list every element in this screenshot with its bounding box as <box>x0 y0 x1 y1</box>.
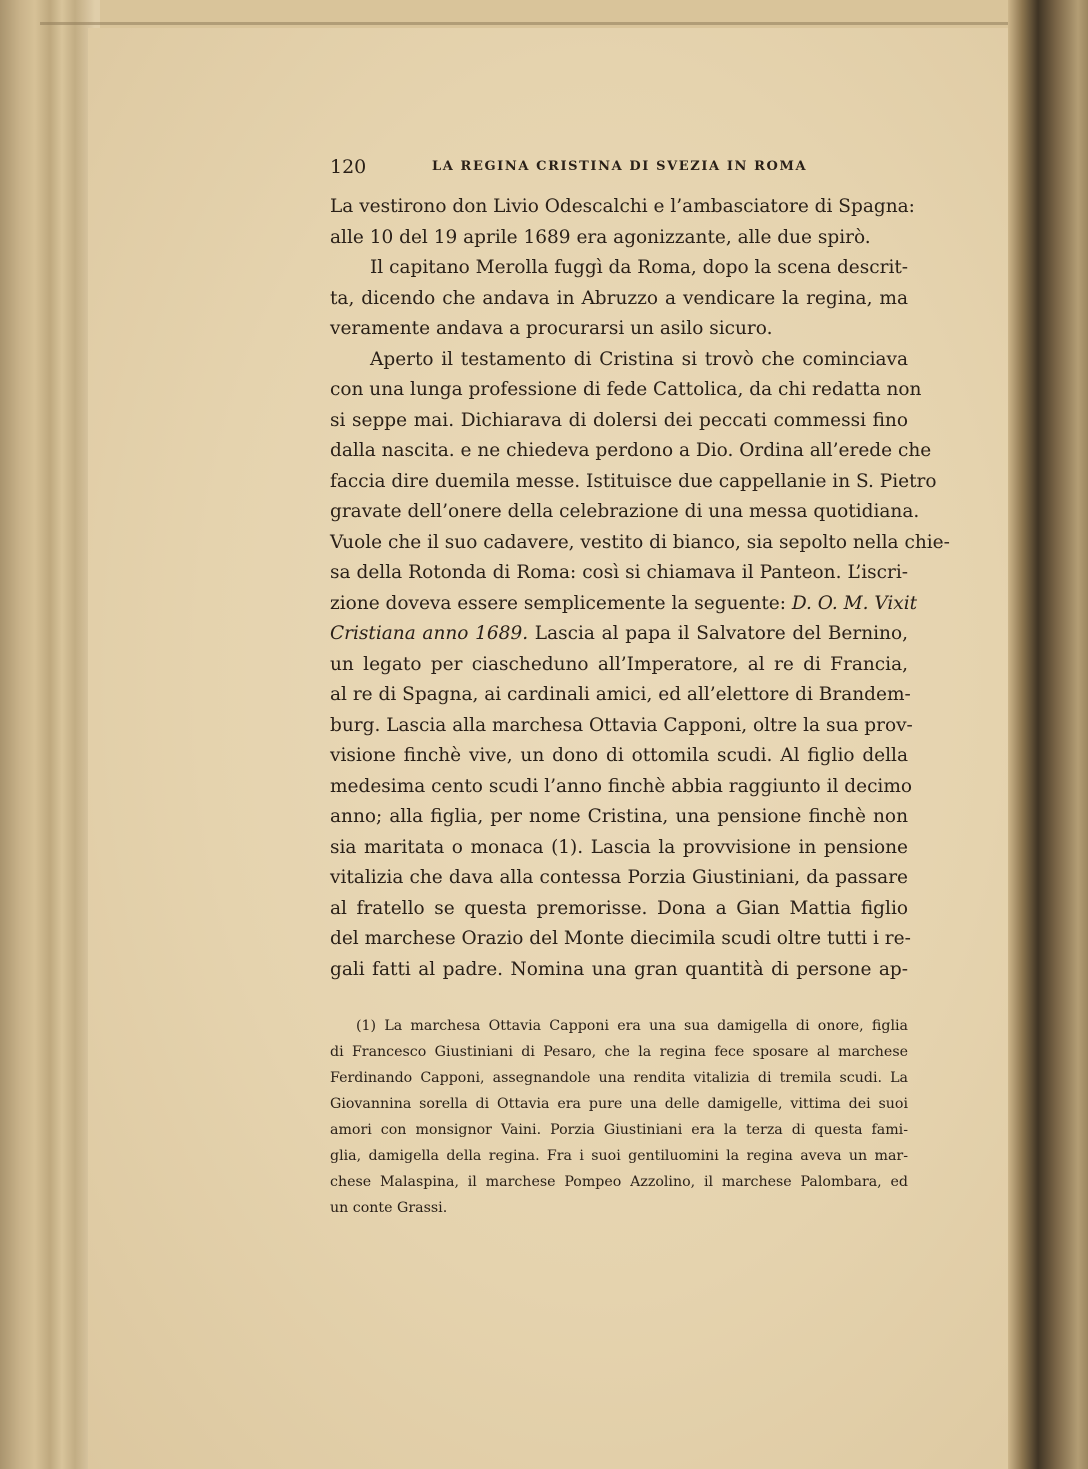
body-text <box>330 192 950 985</box>
text-segment: al re di Spagna, ai cardinali amici, ed all’elettore di Brandem- <box>330 684 911 705</box>
footnote <box>330 1013 908 1221</box>
footnote-line: di Francesco Giustiniani di Pesaro, che la regina fece sposare al marchese <box>330 1044 908 1060</box>
text-line <box>330 406 908 437</box>
text-line <box>330 955 908 986</box>
text-segment: del marchese Orazio del Monte diecimila scudi oltre tutti i re- <box>330 928 911 949</box>
text-segment: dalla nascita. e ne chiedeva perdono a Dio. Ordina all’erede che <box>330 440 932 461</box>
text-line <box>330 375 922 406</box>
text-segment: si seppe mai. Dichiarava di dolersi dei peccati commessi fino <box>330 409 908 431</box>
text-segment: zione doveva essere semplicemente la seguente: <box>330 592 792 614</box>
text-line <box>330 924 911 955</box>
text-segment: Il capitano Merolla fuggì da Roma, dopo la scena descrit- <box>370 257 909 278</box>
text-segment: veramente andava a procurarsi un asilo sicuro. <box>330 318 773 339</box>
text-segment: Vuole che il suo cadavere, vestito di bianco, sia sepolto nella chie- <box>330 531 950 553</box>
text-line <box>330 558 908 589</box>
text-line <box>330 284 908 315</box>
text-line <box>330 467 937 498</box>
text-segment: un legato per ciascheduno all’Imperatore, al re di Francia, <box>330 653 908 675</box>
text-segment: al fratello se questa premorisse. Dona a Gian Mattia figlio <box>330 897 908 919</box>
text-line <box>330 314 908 345</box>
text-segment: visione finchè vive, un dono di ottomila scudi. Al figlio della <box>330 745 908 766</box>
text-line <box>330 253 908 284</box>
footnote-line: Giovannina sorella di Ottavia era pure una delle damigelle, vittima dei suoi <box>330 1096 908 1112</box>
text-segment: burg. Lascia alla marchesa Ottavia Capponi, oltre la sua prov- <box>330 714 913 736</box>
running-title: LA REGINA CRISTINA DI SVEZIA IN ROMA <box>432 159 808 174</box>
text-line <box>330 741 908 772</box>
text-segment: Lascia al papa il Salvatore del Bernino, <box>528 623 908 644</box>
text-line <box>330 528 950 559</box>
text-line <box>330 711 913 742</box>
text-line <box>330 223 908 254</box>
binding-line <box>40 22 1020 25</box>
footnote-line: amori con monsignor Vaini. Porzia Giustiniani era la terza di questa fami- <box>330 1122 908 1138</box>
text-segment: faccia dire duemila messe. Istituisce due cappellanie in S. Pietro <box>330 470 937 492</box>
footnote-line: Ferdinando Capponi, assegnandole una rendita vitalizia di tremila scudi. La <box>330 1070 908 1086</box>
text-line <box>330 619 908 650</box>
text-line <box>330 192 915 223</box>
text-segment: sia maritata o monaca (1). Lascia la provvisione in pensione <box>330 836 908 858</box>
footnote-line: un conte Grassi. <box>330 1200 448 1216</box>
text-segment: gravate dell’onere della celebrazione di una messa quotidiana. <box>330 501 920 522</box>
text-segment: sa della Rotonda di Roma: così si chiamava il Panteon. L’iscri- <box>330 562 908 583</box>
text-line <box>330 833 908 864</box>
text-segment: alle 10 del 19 aprile 1689 era agonizzante, alle due spirò. <box>330 226 871 248</box>
text-segment: con una lunga professione di fede Cattolica, da chi redatta non <box>330 379 922 400</box>
text-line <box>330 345 908 376</box>
text-line <box>330 497 920 528</box>
italic-text: D. O. M. Vixit <box>791 592 918 614</box>
text-line <box>330 802 908 833</box>
text-segment: vitalizia che dava alla contessa Porzia Giustiniani, da passare <box>330 867 908 888</box>
text-line <box>330 589 918 620</box>
footnote-line: glia, damigella della regina. Fra i suoi gentiluomini la regina aveva un mar- <box>330 1148 908 1164</box>
footnote-line: (1) La marchesa Ottavia Capponi era una sua damigella di onore, figlia <box>356 1018 908 1034</box>
text-line <box>330 436 932 467</box>
footnote-line: chese Malaspina, il marchese Pompeo Azzolino, il marchese Palombara, ed <box>330 1174 908 1190</box>
text-segment: gali fatti al padre. Nomina una gran quantità di persone ap- <box>330 958 908 980</box>
text-segment: medesima cento scudi l’anno finchè abbia raggiunto il decimo <box>330 775 913 797</box>
text-line <box>330 650 908 681</box>
page-stack-edges <box>0 0 100 1469</box>
text-segment: anno; alla figlia, per nome Cristina, una pensione finchè non <box>330 806 908 827</box>
text-segment: La vestirono don Livio Odescalchi e l’ambasciatore di Spagna: <box>330 196 915 217</box>
text-segment: Aperto il testamento di Cristina si trovò che cominciava <box>370 348 908 370</box>
book-gutter <box>1008 0 1088 1469</box>
text-line <box>330 680 911 711</box>
text-line <box>330 863 908 894</box>
page-number: 120 <box>330 156 367 178</box>
text-line <box>330 894 908 925</box>
italic-text: Cristiana anno 1689. <box>330 623 529 644</box>
text-line <box>330 772 913 803</box>
running-header <box>330 156 908 180</box>
text-segment: ta, dicendo che andava in Abruzzo a vendicare la regina, ma <box>330 287 908 309</box>
